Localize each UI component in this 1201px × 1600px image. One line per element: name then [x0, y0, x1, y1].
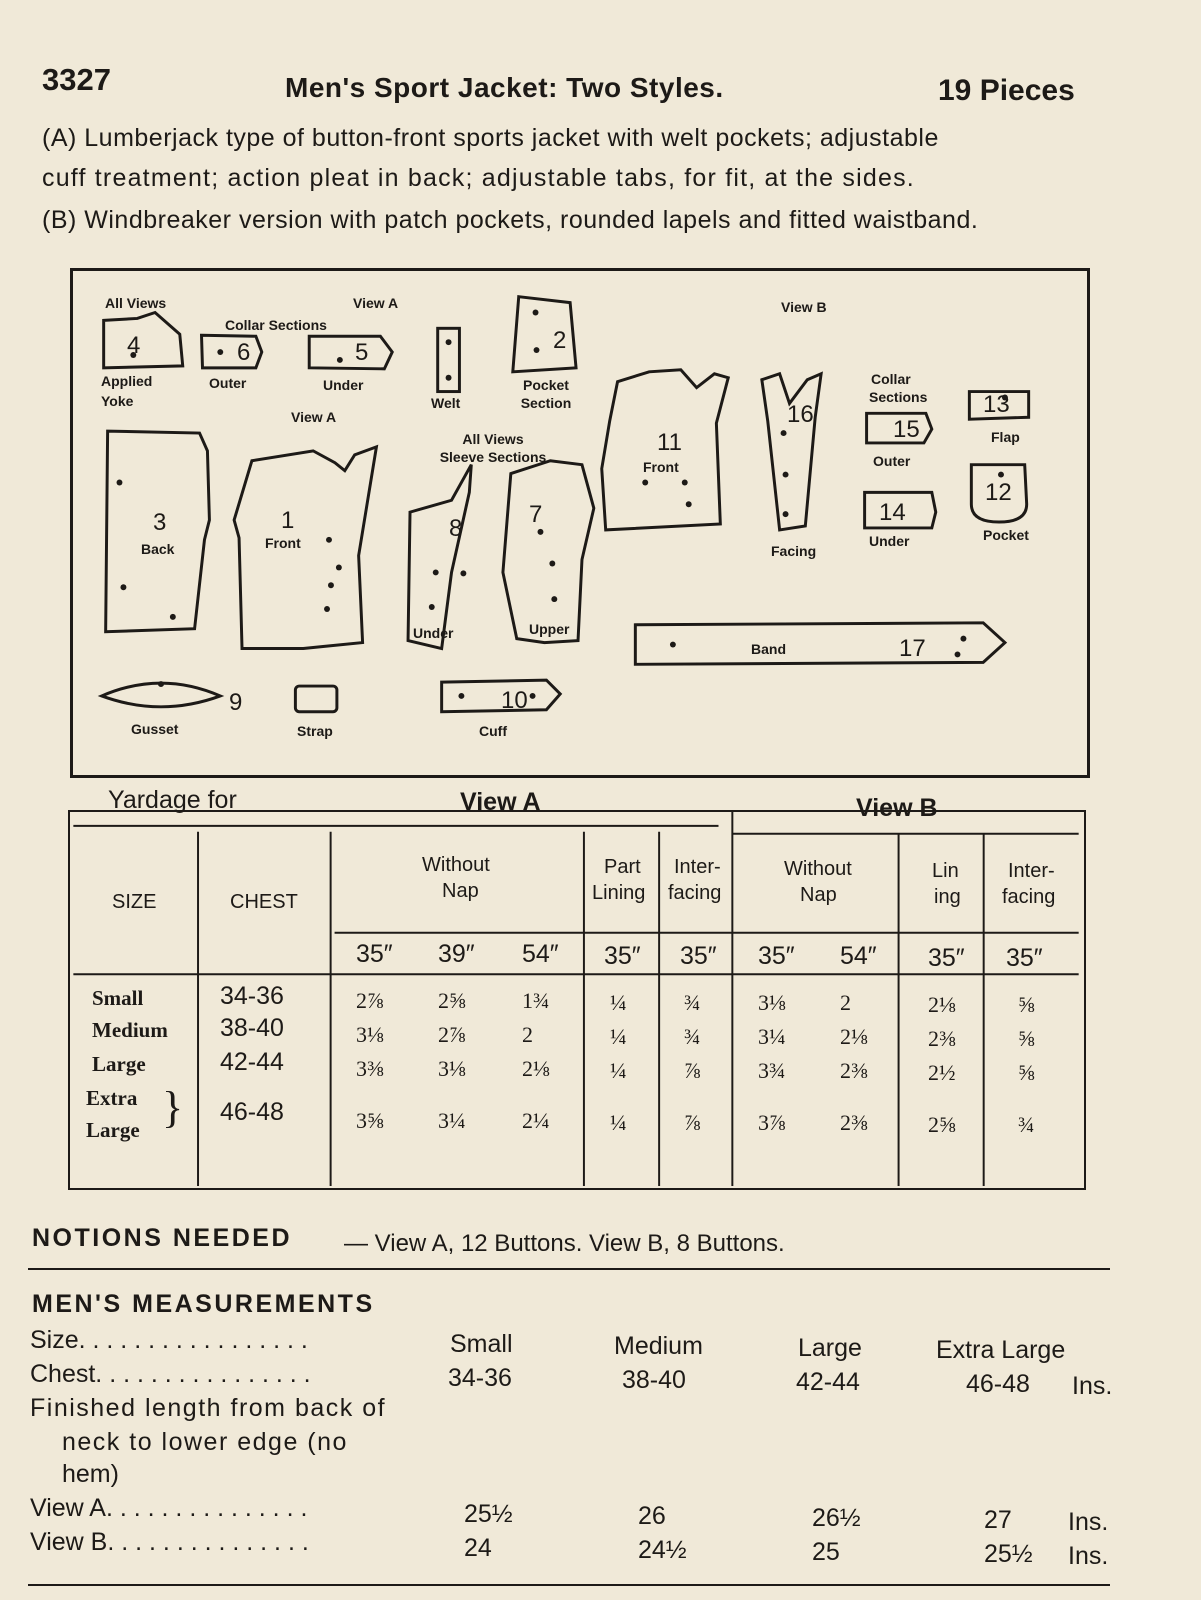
piece-count: 19 Pieces — [938, 74, 1075, 107]
b-without-nap-1: Without — [784, 858, 852, 880]
cell: 2⅞ — [356, 988, 384, 1013]
measure-view-a-extra-large: 27 — [984, 1506, 1012, 1534]
piece-8-number: 8 — [449, 515, 463, 542]
a-interfacing-1: Inter- — [674, 856, 721, 878]
piece-2-label-1: Pocket — [523, 377, 569, 393]
cell: 1¾ — [522, 988, 550, 1013]
piece-6-outline — [202, 335, 262, 368]
cell: ⅞ — [684, 1110, 701, 1135]
piece-6-label: Outer — [209, 375, 247, 391]
row-chest-medium: 38-40 — [220, 1014, 284, 1042]
finished-length-line-2: neck to lower edge (no — [62, 1428, 348, 1456]
description-line-1: (A) Lumberjack type of button-front sports jacket with welt pockets; adjustable — [42, 124, 939, 152]
notions-heading: NOTIONS NEEDED — [32, 1224, 293, 1252]
collar-sections-label-a: Collar Sections — [225, 317, 327, 333]
pattern-number: 3327 — [42, 62, 111, 97]
piece-4-outline — [104, 313, 183, 368]
cell: ¼ — [610, 1110, 627, 1135]
cell: ¾ — [684, 1024, 701, 1049]
welt-label: Welt — [431, 395, 461, 411]
piece-1-outline — [234, 447, 376, 649]
measure-view-b-label: View B. . . . . . . . . . . . . . . — [30, 1528, 309, 1556]
finished-length-line-3: hem) — [62, 1460, 119, 1488]
row-chest-extra-large: 46-48 — [220, 1098, 284, 1126]
measure-view-a-medium: 26 — [638, 1502, 666, 1530]
width-col-6: 35″ — [758, 942, 795, 970]
cell: ¾ — [684, 990, 701, 1015]
piece-2-outline — [513, 297, 576, 372]
measure-chest-extra-large: 46-48 — [966, 1370, 1030, 1398]
cell: ⅝ — [1018, 1060, 1035, 1085]
measure-view-b-extra-large: 25½ — [984, 1540, 1033, 1568]
view-b-header: View B — [856, 794, 938, 822]
b-without-nap-2: Nap — [800, 884, 837, 906]
cell: 2⅞ — [438, 1022, 466, 1047]
piece-2-number: 2 — [553, 327, 567, 354]
measure-view-b-small: 24 — [464, 1534, 492, 1562]
sleeve-group-label-1: All Views — [462, 431, 524, 447]
piece-5-outline — [309, 336, 392, 369]
width-col-8: 35″ — [928, 944, 965, 972]
a-interfacing-2: facing — [668, 882, 722, 904]
measurements-heading: MEN'S MEASUREMENTS — [32, 1290, 375, 1318]
cell: ¼ — [610, 990, 627, 1015]
piece-5-number: 5 — [355, 339, 369, 366]
width-col-4: 35″ — [604, 942, 641, 970]
piece-5-label: Under — [323, 377, 364, 393]
cell: 2 — [840, 990, 851, 1015]
piece-10-label: Cuff — [479, 723, 507, 739]
chest-column-header: CHEST — [230, 891, 298, 913]
piece-6-number: 6 — [237, 339, 251, 366]
piece-7-number: 7 — [529, 501, 543, 528]
cell: 2½ — [928, 1060, 956, 1085]
description-line-2: cuff treatment; action pleat in back; adjustable tabs, for fit, at the sides. — [42, 164, 915, 192]
measure-view-a-label: View A. . . . . . . . . . . . . . . — [30, 1494, 308, 1522]
size-column-header: SIZE — [112, 891, 157, 913]
a-part-lining-1: Part — [604, 856, 641, 878]
cell: ⅞ — [684, 1058, 701, 1083]
measure-size-medium: Medium — [614, 1332, 703, 1360]
b-lining-1: Lin — [932, 860, 959, 882]
piece-12-label: Pocket — [983, 527, 1029, 543]
measure-chest-label: Chest. . . . . . . . . . . . . . . . — [30, 1360, 311, 1388]
width-col-5: 35″ — [680, 942, 717, 970]
measure-size-large: Large — [798, 1334, 862, 1362]
piece-4-number: 4 — [127, 332, 141, 359]
pattern-pieces-diagram — [70, 268, 1090, 778]
cell: 2⅛ — [840, 1024, 868, 1049]
cell: 2⅛ — [928, 992, 956, 1017]
measure-size-extra-large: Extra Large — [936, 1336, 1066, 1364]
piece-2-label-2: Section — [520, 395, 572, 411]
cell: 3⅞ — [758, 1110, 786, 1135]
group-label-all-views: All Views — [105, 295, 167, 311]
collar-sections-label-b-2: Sections — [869, 389, 928, 405]
piece-16-number: 16 — [787, 401, 814, 428]
piece-13-number: 13 — [983, 391, 1010, 418]
cell: 2⅜ — [928, 1026, 956, 1051]
cell: 3⅜ — [356, 1056, 384, 1081]
pattern-pieces-drawing — [73, 271, 1087, 775]
row-size-medium: Medium — [92, 1018, 168, 1042]
cell: 2⅜ — [840, 1110, 868, 1135]
cell: 2 — [522, 1022, 533, 1047]
cell: 2¼ — [522, 1108, 550, 1133]
piece-13-label: Flap — [991, 429, 1020, 445]
measure-chest-unit: Ins. — [1072, 1372, 1113, 1400]
cell: 3⅛ — [438, 1056, 466, 1081]
view-a-body-label: View A — [291, 409, 337, 425]
finished-length-line-1: Finished length from back of — [30, 1394, 387, 1422]
strap-label: Strap — [297, 723, 333, 739]
piece-16-outline — [762, 374, 821, 530]
piece-7-label: Upper — [529, 621, 570, 637]
measure-view-a-large: 26½ — [812, 1504, 861, 1532]
row-size-large-2: Large — [86, 1118, 140, 1142]
piece-15-number: 15 — [893, 416, 920, 443]
cell: 3¼ — [758, 1024, 786, 1049]
group-label-view-a-top: View A — [353, 295, 399, 311]
piece-9-number: 9 — [229, 689, 243, 716]
cell: 3⅛ — [356, 1022, 384, 1047]
width-col-9: 35″ — [1006, 944, 1043, 972]
piece-17-number: 17 — [899, 635, 926, 662]
piece-16-label: Facing — [771, 543, 817, 559]
cell: ¼ — [610, 1058, 627, 1083]
piece-14-label: Under — [869, 533, 910, 549]
piece-8-label: Under — [413, 625, 454, 641]
yardage-table — [68, 786, 1086, 1190]
measure-view-b-large: 25 — [812, 1538, 840, 1566]
piece-4-label-2: Yoke — [101, 393, 134, 409]
collar-sections-label-b-1: Collar — [871, 371, 911, 387]
cell: ⅝ — [1018, 1026, 1035, 1051]
piece-11-number: 11 — [657, 429, 682, 456]
cell: 3⅛ — [758, 990, 786, 1015]
cell: 2⅛ — [522, 1056, 550, 1081]
piece-4-label-1: Applied — [101, 373, 153, 389]
b-interfacing-1: Inter- — [1008, 860, 1055, 882]
piece-8-outline — [408, 465, 471, 649]
piece-17-outline — [635, 623, 1005, 665]
piece-14-number: 14 — [879, 499, 906, 526]
width-col-7: 54″ — [840, 942, 877, 970]
piece-10-number: 10 — [501, 687, 528, 714]
piece-9-label: Gusset — [131, 721, 179, 737]
measure-size-label: Size. . . . . . . . . . . . . . . . . — [30, 1326, 308, 1354]
measure-chest-medium: 38-40 — [622, 1366, 686, 1394]
cell: ¾ — [1018, 1112, 1035, 1137]
cell: 2⅜ — [840, 1058, 868, 1083]
width-col-3: 54″ — [522, 940, 559, 968]
width-col-1: 35″ — [356, 940, 393, 968]
cell: ¼ — [610, 1024, 627, 1049]
a-without-nap-2: Nap — [442, 880, 479, 902]
piece-7-outline — [503, 461, 594, 643]
yardage-title: Yardage for — [108, 786, 237, 814]
cell: 2⅝ — [438, 988, 466, 1013]
row-size-extra: Extra — [86, 1086, 138, 1110]
notions-divider — [28, 1268, 1110, 1270]
width-col-2: 39″ — [438, 940, 475, 968]
piece-3-number: 3 — [153, 509, 167, 536]
description-line-3: (B) Windbreaker version with patch pockets, rounded lapels and fitted waistband. — [42, 206, 979, 234]
cell: 2⅝ — [928, 1112, 956, 1137]
measure-size-small: Small — [450, 1330, 513, 1358]
cell: ⅝ — [1018, 992, 1035, 1017]
b-interfacing-2: facing — [1002, 886, 1056, 908]
piece-12-number: 12 — [985, 479, 1012, 506]
cell: 3¾ — [758, 1058, 786, 1083]
piece-1-number: 1 — [281, 507, 295, 534]
b-lining-2: ing — [934, 886, 961, 908]
strap-outline — [295, 686, 337, 712]
row-size-large: Large — [92, 1052, 146, 1076]
measure-view-a-unit: Ins. — [1068, 1508, 1109, 1536]
piece-11-label: Front — [643, 459, 679, 475]
bottom-divider — [28, 1584, 1110, 1586]
piece-3-label: Back — [141, 541, 175, 557]
notions-text: — View A, 12 Buttons. View B, 8 Buttons. — [344, 1230, 785, 1257]
row-size-small: Small — [92, 986, 144, 1010]
measure-view-b-medium: 24½ — [638, 1536, 687, 1564]
pattern-title: Men's Sport Jacket: Two Styles. — [285, 72, 724, 103]
extra-large-brace: } — [162, 1083, 184, 1132]
row-chest-small: 34-36 — [220, 982, 284, 1010]
a-without-nap-1: Without — [422, 854, 490, 876]
row-chest-large: 42-44 — [220, 1048, 284, 1076]
measure-chest-small: 34-36 — [448, 1364, 512, 1392]
a-part-lining-2: Lining — [592, 882, 646, 904]
piece-15-label: Outer — [873, 453, 911, 469]
cell: 3⅝ — [356, 1108, 384, 1133]
sleeve-group-label-2: Sleeve Sections — [439, 449, 547, 465]
welt-outline — [438, 328, 460, 391]
cell: 3¼ — [438, 1108, 466, 1133]
piece-17-label: Band — [751, 641, 786, 657]
measure-view-a-small: 25½ — [464, 1500, 513, 1528]
measure-view-b-unit: Ins. — [1068, 1542, 1109, 1570]
view-a-header: View A — [460, 788, 541, 816]
measure-chest-large: 42-44 — [796, 1368, 860, 1396]
group-label-view-b: View B — [781, 299, 827, 315]
piece-1-label: Front — [265, 535, 301, 551]
